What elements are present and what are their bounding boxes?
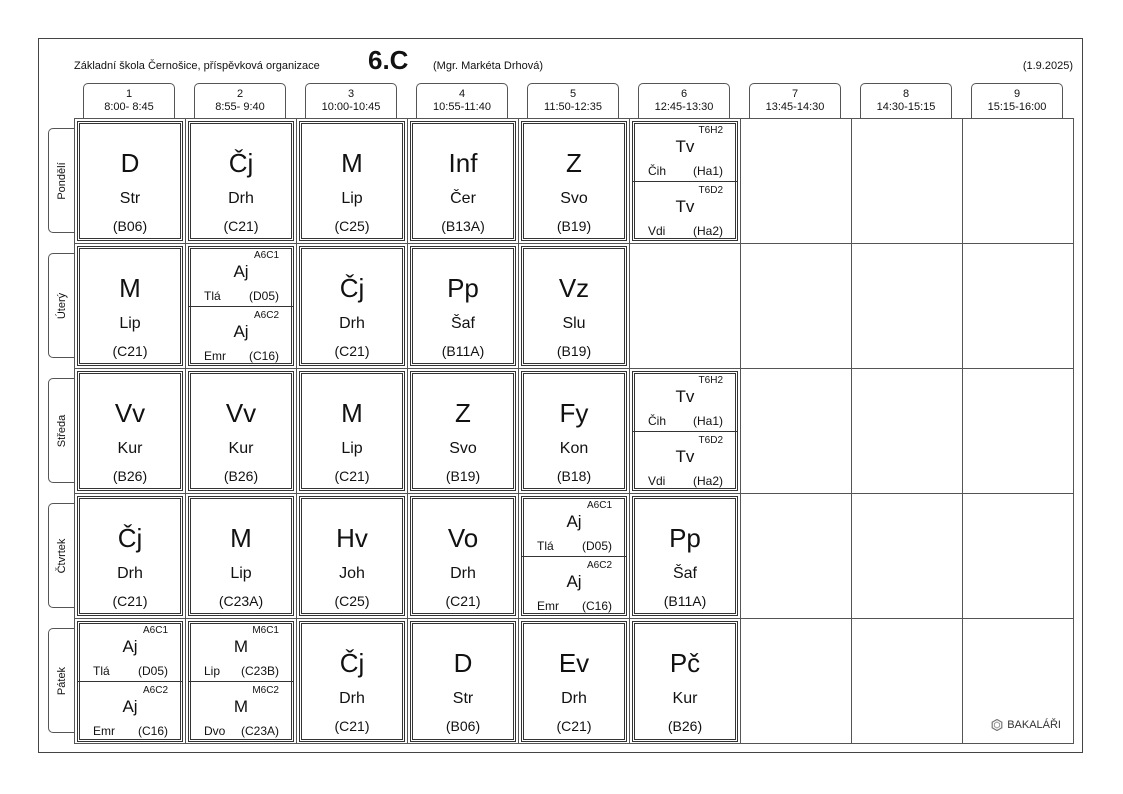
timetable-cell [297, 494, 408, 619]
lesson-card [299, 371, 405, 491]
period-time: 14:30-15:15 [876, 101, 936, 113]
period-number: 4 [458, 88, 466, 100]
lesson-room: (D05) [137, 664, 168, 678]
timetable-cell [963, 119, 1073, 244]
lesson-room: (B13A) [441, 218, 485, 234]
lesson-teacher: Lip [230, 565, 252, 582]
timetable-cell [630, 369, 741, 494]
group-code: A6C1 [253, 250, 279, 261]
lesson-teacher: Šaf [672, 565, 697, 582]
lesson-teacher: Svo [449, 440, 477, 457]
lesson-teacher: Šaf [450, 315, 475, 332]
lesson-card [632, 121, 738, 241]
period-tab-4 [416, 83, 508, 118]
timetable-cell [519, 244, 630, 369]
period-tab-3 [305, 83, 397, 118]
timetable-cell [741, 494, 852, 619]
lesson-subject: Z [455, 398, 471, 428]
lesson-room: (B11A) [441, 343, 485, 359]
lesson-room: (C21) [334, 343, 370, 359]
timetable-cell [408, 619, 519, 744]
lesson-room: (C21) [334, 468, 370, 484]
lesson-room: (C23B) [240, 664, 279, 678]
day-label: Pátek [56, 666, 68, 695]
period-tab-9 [971, 83, 1063, 118]
group-code: T6D2 [698, 185, 723, 196]
period-tab-8 [860, 83, 952, 118]
timetable-cell [852, 244, 963, 369]
lesson-subject: Aj [233, 322, 249, 341]
day-label: Pondělí [56, 161, 68, 200]
lesson-teacher: Tlá [204, 289, 221, 303]
lesson-teacher: Svo [560, 190, 588, 207]
lesson-subject: Tv [675, 387, 695, 406]
group-lesson [633, 432, 737, 492]
timetable-cell [75, 619, 186, 744]
group-lesson [189, 247, 293, 307]
lesson-room: (C23A) [218, 593, 264, 609]
lesson-teacher: Kur [228, 440, 254, 457]
lesson-teacher: Kur [117, 440, 143, 457]
lesson-card [521, 121, 627, 241]
lesson-subject: Vv [225, 398, 257, 428]
lesson-card [188, 621, 294, 742]
timetable-cell [186, 619, 297, 744]
lesson-subject: Vo [447, 523, 479, 553]
lesson-subject: Pč [669, 648, 701, 678]
lesson-room: (C16) [248, 349, 279, 363]
timetable-cell [630, 244, 741, 369]
group-lesson [189, 682, 293, 742]
lesson-room: (C16) [581, 599, 612, 613]
period-number: 3 [347, 88, 355, 100]
day-tab-1 [48, 128, 75, 233]
group-code: A6C2 [253, 310, 279, 321]
lesson-card [410, 371, 516, 491]
lesson-subject: Aj [122, 637, 138, 656]
lesson-room: (C21) [445, 593, 481, 609]
lesson-card [188, 371, 294, 491]
lesson-card [77, 246, 183, 366]
timetable-cell [186, 119, 297, 244]
lesson-subject: Inf [448, 148, 478, 178]
lesson-card [521, 246, 627, 366]
lesson-subject: D [453, 648, 473, 678]
lesson-teacher: Čih [648, 414, 667, 428]
lesson-teacher: Drh [450, 565, 476, 582]
lesson-subject: M [230, 523, 252, 553]
lesson-teacher: Lip [119, 315, 141, 332]
timetable-cell [408, 119, 519, 244]
class-name: 6.C [368, 45, 409, 75]
timetable-cell [297, 244, 408, 369]
timetable-cell [852, 619, 963, 744]
timetable-cell [75, 119, 186, 244]
lesson-subject: D [120, 148, 140, 178]
timetable-cell [963, 494, 1073, 619]
lesson-card [410, 621, 516, 742]
period-number: 5 [569, 88, 577, 100]
group-code: T6H2 [698, 125, 723, 136]
lesson-teacher: Lip [341, 190, 363, 207]
timetable-cell [741, 119, 852, 244]
lesson-card [410, 121, 516, 241]
period-time: 8:00- 8:45 [104, 101, 154, 113]
timetable-cell [75, 494, 186, 619]
bakalari-logo-icon [991, 719, 1003, 731]
lesson-teacher: Drh [561, 690, 587, 707]
lesson-room: (B06) [445, 718, 481, 734]
lesson-subject: Vz [558, 273, 590, 303]
group-code: T6D2 [698, 435, 723, 446]
lesson-room: (B19) [556, 218, 592, 234]
group-lesson [633, 372, 737, 432]
lesson-card [521, 496, 627, 616]
timetable-cell [852, 119, 963, 244]
day-label: Čtvrtek [56, 538, 68, 573]
school-name: Základní škola Černošice, příspěvková organizace [74, 60, 320, 72]
timetable-cell [75, 369, 186, 494]
lesson-teacher: Kon [559, 440, 589, 457]
lesson-card [521, 371, 627, 491]
lesson-subject: Čj [228, 148, 254, 178]
lesson-subject: Z [566, 148, 582, 178]
group-lesson [78, 682, 182, 742]
class-teacher: (Mgr. Markéta Drhová) [433, 60, 544, 72]
lesson-subject: Čj [339, 648, 365, 678]
lesson-subject: Aj [233, 262, 249, 281]
day-label: Úterý [56, 292, 68, 319]
timetable-cell [852, 494, 963, 619]
timetable-cell [963, 244, 1073, 369]
lesson-subject: Aj [122, 697, 138, 716]
lesson-teacher: Tlá [93, 664, 110, 678]
lesson-subject: Ev [558, 648, 590, 678]
lesson-card [188, 121, 294, 241]
period-time: 10:55-11:40 [433, 101, 491, 113]
lesson-teacher: Lip [204, 664, 221, 678]
lesson-card [299, 496, 405, 616]
lesson-card [299, 121, 405, 241]
group-code: M6C1 [252, 625, 279, 636]
lesson-card [299, 621, 405, 742]
lesson-room: (Ha2) [692, 474, 723, 488]
period-number: 9 [1013, 88, 1021, 100]
lesson-subject: Aj [566, 512, 582, 531]
timetable-cell [519, 494, 630, 619]
lesson-subject: M [341, 148, 363, 178]
day-tab-2 [48, 253, 75, 358]
lesson-teacher: Joh [339, 565, 365, 582]
timetable-cell [297, 369, 408, 494]
lesson-card [410, 496, 516, 616]
group-code: A6C1 [142, 625, 168, 636]
lesson-room: (B18) [556, 468, 592, 484]
period-number: 7 [791, 88, 799, 100]
group-code: A6C2 [142, 685, 168, 696]
lesson-card [521, 621, 627, 742]
timetable-cell [630, 619, 741, 744]
timetable-cell [963, 369, 1073, 494]
lesson-subject: M [233, 697, 249, 716]
lesson-teacher: Drh [228, 190, 254, 207]
lesson-subject: Tv [675, 447, 695, 466]
lesson-room: (B26) [112, 468, 148, 484]
lesson-room: (C16) [137, 724, 168, 738]
lesson-room: (B26) [223, 468, 259, 484]
timetable-cell [741, 369, 852, 494]
lesson-teacher: Kur [672, 690, 698, 707]
period-number: 6 [680, 88, 688, 100]
day-tab-4 [48, 503, 75, 608]
group-lesson [189, 622, 293, 682]
timetable-grid [74, 118, 1074, 744]
lesson-room: (Ha1) [692, 164, 723, 178]
lesson-subject: Čj [339, 273, 365, 303]
day-label: Středa [56, 414, 68, 447]
period-tab-6 [638, 83, 730, 118]
lesson-room: (C21) [223, 218, 259, 234]
timetable-cell [519, 369, 630, 494]
timetable-cell [408, 244, 519, 369]
lesson-subject: Vv [114, 398, 146, 428]
lesson-room: (Ha1) [692, 414, 723, 428]
timetable-cell [630, 119, 741, 244]
timetable-date: (1.9.2025) [1022, 60, 1073, 72]
lesson-teacher: Čih [648, 164, 667, 178]
timetable-cell [297, 119, 408, 244]
lesson-subject: M [119, 273, 141, 303]
lesson-room: (D05) [581, 539, 612, 553]
period-tab-1 [83, 83, 175, 118]
lesson-teacher: Dvo [204, 724, 226, 738]
lesson-subject: M [233, 637, 249, 656]
period-tab-2 [194, 83, 286, 118]
lesson-card [77, 496, 183, 616]
lesson-room: (C25) [334, 218, 370, 234]
group-lesson [633, 122, 737, 182]
lesson-subject: Čj [117, 523, 143, 553]
lesson-room: (B19) [556, 343, 592, 359]
lesson-room: (C21) [112, 593, 148, 609]
group-code: T6H2 [698, 375, 723, 386]
timetable-cell [186, 244, 297, 369]
lesson-card [632, 621, 738, 742]
timetable-cell [630, 494, 741, 619]
lesson-room: (Ha2) [692, 224, 723, 238]
timetable-cell [186, 494, 297, 619]
period-number: 1 [125, 88, 133, 100]
lesson-teacher: Emr [204, 349, 226, 363]
lesson-teacher: Str [119, 190, 141, 207]
period-time: 11:50-12:35 [544, 101, 602, 113]
lesson-teacher: Emr [537, 599, 559, 613]
day-tab-3 [48, 378, 75, 483]
lesson-subject: Tv [675, 197, 695, 216]
lesson-room: (C25) [334, 593, 370, 609]
lesson-teacher: Drh [339, 690, 365, 707]
lesson-teacher: Drh [117, 565, 143, 582]
timetable-cell [408, 494, 519, 619]
timetable-cell [519, 119, 630, 244]
lesson-room: (C21) [556, 718, 592, 734]
lesson-room: (C23A) [240, 724, 279, 738]
lesson-teacher: Vdi [648, 474, 666, 488]
period-time: 10:00-10:45 [321, 101, 381, 113]
group-lesson [633, 182, 737, 242]
lesson-subject: Pp [447, 273, 479, 303]
lesson-card [410, 246, 516, 366]
lesson-room: (B11A) [663, 593, 707, 609]
period-time: 15:15-16:00 [987, 101, 1047, 113]
timetable-cell [741, 244, 852, 369]
lesson-room: (B06) [112, 218, 148, 234]
lesson-room: (C21) [112, 343, 148, 359]
lesson-subject: Tv [675, 137, 695, 156]
lesson-teacher: Str [452, 690, 474, 707]
lesson-teacher: Emr [93, 724, 115, 738]
lesson-card [632, 496, 738, 616]
lesson-subject: Fy [559, 398, 589, 428]
lesson-room: (D05) [248, 289, 279, 303]
lesson-subject: Aj [566, 572, 582, 591]
lesson-card [77, 371, 183, 491]
period-time: 8:55- 9:40 [215, 101, 265, 113]
lesson-room: (B26) [667, 718, 703, 734]
bakalari-logo [991, 719, 1061, 731]
lesson-teacher: Lip [341, 440, 363, 457]
timetable-cell [297, 619, 408, 744]
lesson-card [188, 246, 294, 366]
group-code: A6C1 [586, 500, 612, 511]
lesson-teacher: Slu [562, 315, 586, 332]
group-code: A6C2 [586, 560, 612, 571]
bakalari-logo-text: BAKALÁŘI [1007, 719, 1061, 731]
lesson-teacher: Drh [339, 315, 365, 332]
group-lesson [78, 622, 182, 682]
period-time: 12:45-13:30 [654, 101, 714, 113]
lesson-room: (B19) [445, 468, 481, 484]
lesson-room: (C21) [334, 718, 370, 734]
timetable-cell [519, 619, 630, 744]
lesson-subject: M [341, 398, 363, 428]
group-code: M6C2 [252, 685, 279, 696]
period-tab-7 [749, 83, 841, 118]
lesson-teacher: Tlá [537, 539, 554, 553]
lesson-card [188, 496, 294, 616]
lesson-teacher: Čer [450, 190, 476, 207]
lesson-card [632, 371, 738, 491]
group-lesson [189, 307, 293, 367]
lesson-subject: Pp [669, 523, 701, 553]
timetable-cell [852, 369, 963, 494]
timetable-cell [741, 619, 852, 744]
period-time: 13:45-14:30 [765, 101, 825, 113]
group-lesson [522, 497, 626, 557]
lesson-subject: Hv [336, 523, 368, 553]
group-lesson [522, 557, 626, 617]
timetable-cell [75, 244, 186, 369]
lesson-card [77, 621, 183, 742]
lesson-card [77, 121, 183, 241]
period-tab-5 [527, 83, 619, 118]
timetable-cell [408, 369, 519, 494]
period-number: 2 [236, 88, 244, 100]
period-header-row [74, 83, 1074, 119]
lesson-card [299, 246, 405, 366]
timetable-cell [186, 369, 297, 494]
day-tab-5 [48, 628, 75, 733]
period-number: 8 [902, 88, 910, 100]
lesson-teacher: Vdi [648, 224, 666, 238]
